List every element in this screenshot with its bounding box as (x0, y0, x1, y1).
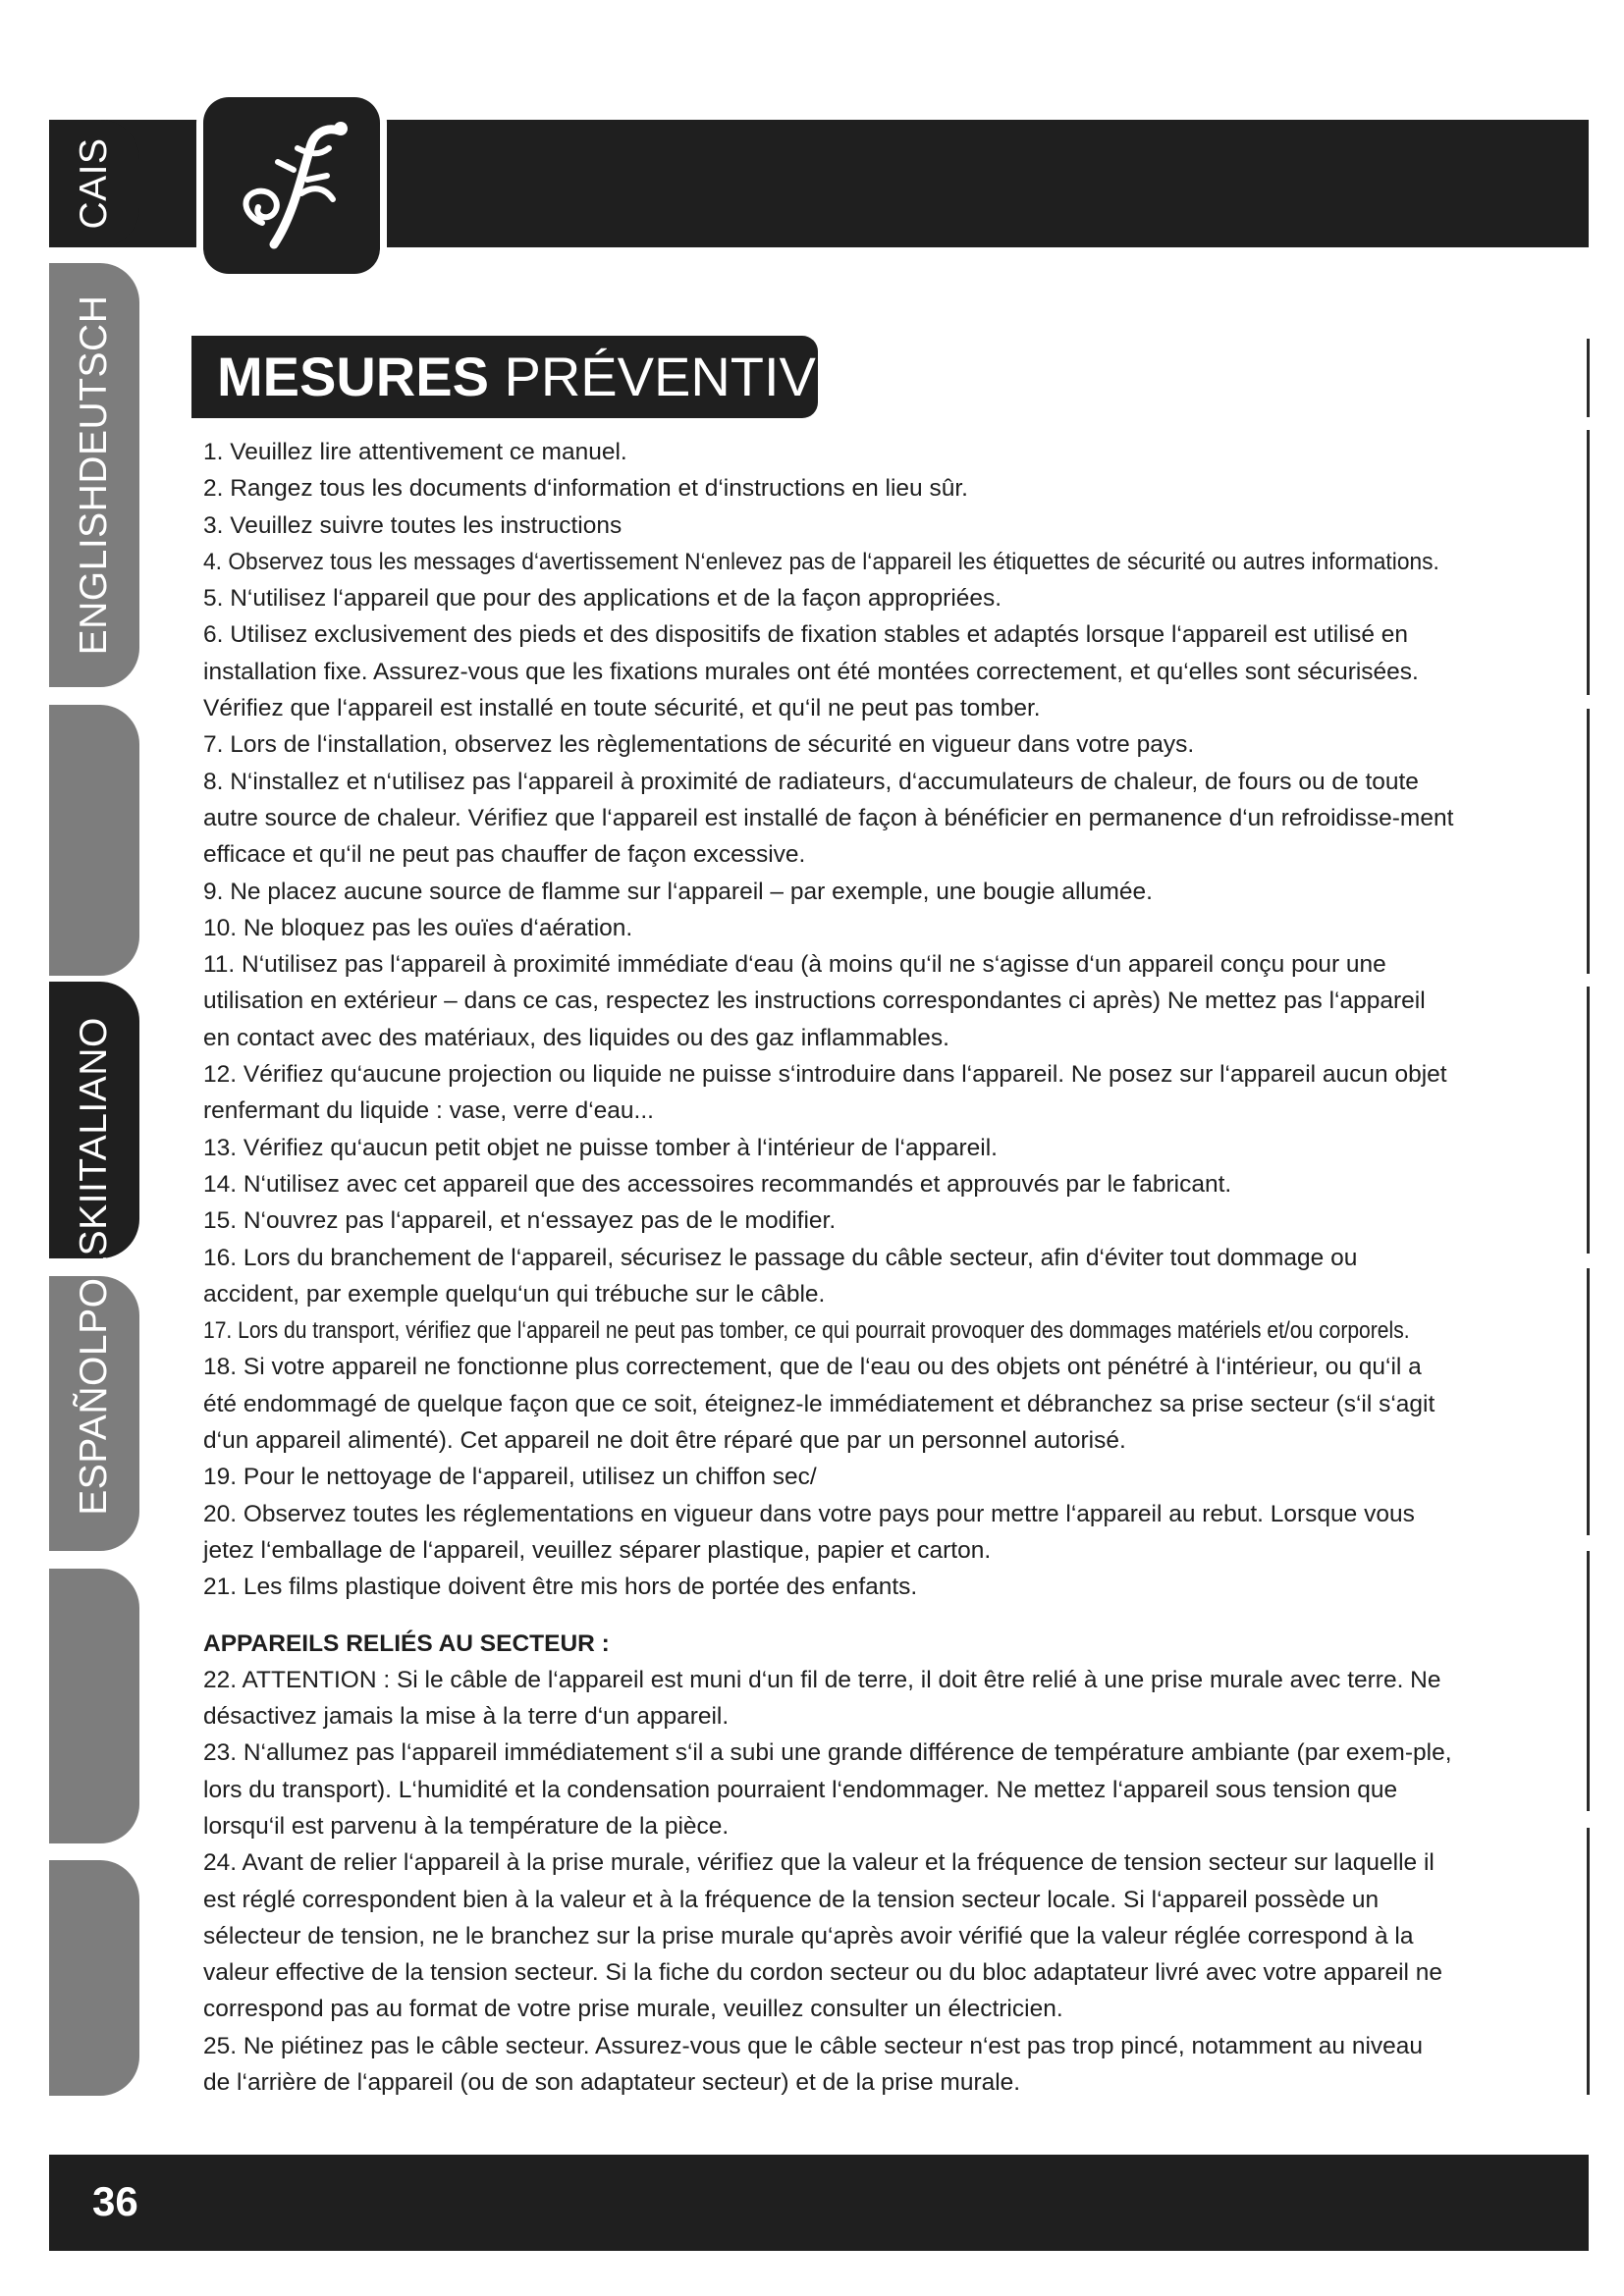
margin-rule (1587, 1828, 1590, 2095)
list-item: 17. Lors du transport, vérifiez que l‘appareil ne peut pas tomber, ce qui pourrait provoquer des dommages matériels et/ou corporels. (203, 1317, 1410, 1345)
margin-rule (1587, 430, 1590, 695)
margin-rule (1587, 1551, 1590, 1811)
list-item: 3. Veuillez suivre toutes les instructions (203, 511, 623, 539)
tab-label: ESPAÑOLPOLSKIITALIANO (73, 1017, 115, 1516)
language-tab-francais[interactable] (49, 120, 139, 247)
list-item: 19. Pour le nettoyage de l‘appareil, utilisez un chiffon sec/ (203, 1464, 817, 1491)
list-item: 8. N‘installez et n‘utilisez pas l‘appareil à proximité de radiateurs, d‘accumulateurs de chaleur, de fours ou de toute autre source de chaleur. Vérifiez que l‘appareil est installé de façon à bénéficier en permanence d‘un refroidisse-ment efficace et qu‘il ne peut pas chauffer de façon excessive. (203, 768, 1454, 869)
lizard-logo-icon (203, 97, 380, 274)
list-item: 18. Si votre appareil ne fonctionne plus correctement, que de l‘eau ou des objets ont pénétré à l‘intérieur, ou qu‘il a été endommagé de quelque façon que ce soit, éteignez-le immédiatement et débranchez sa prise secteur (s‘il s‘agit d‘un appareil alimenté). Cet appareil ne doit être réparé que par un personnel autorisé. (203, 1354, 1435, 1455)
list-item: 22. ATTENTION : Si le câble de l‘appareil est muni d‘un fil de terre, il doit être relié à une prise murale avec terre. Ne désactivez jamais la mise à la terre d‘un appareil. (203, 1666, 1441, 1731)
list-item: 12. Vérifiez qu‘aucune projection ou liquide ne puisse s‘introduire dans l‘appareil. Ne posez sur l‘appareil aucun objet renfermant du liquide : vase, verre d‘eau... (203, 1061, 1447, 1125)
tab-label: CAIS (73, 137, 115, 230)
margin-rule (1587, 1268, 1590, 1535)
section-heading-box (191, 336, 905, 418)
list-item: 10. Ne bloquez pas les ouïes d‘aération. (203, 914, 633, 941)
margin-rule (1587, 339, 1590, 417)
language-tab-blank-2[interactable] (49, 1569, 139, 1843)
tab-label-span (49, 982, 139, 1551)
tab-label: ENGLISHDEUTSCH (73, 294, 115, 656)
list-item: 11. N‘utilisez pas l‘appareil à proximité immédiate d‘eau (à moins qu‘il ne s‘agisse d‘un appareil conçu pour une utilisation en extérieur – dans ce cas, respectez les instructions correspondantes ci après) Ne mettez pas l‘appareil en contact avec des matériaux, des liquides ou des gaz inflammables. (203, 951, 1426, 1051)
list-item: 4. Observez tous les messages d‘avertissement N‘enlevez pas de l‘appareil les étiquettes de sécurité ou autres informations. (203, 548, 1439, 575)
list-item: 23. N‘allumez pas l‘appareil immédiatement s‘il a subi une grande différence de température ambiante (par exem-ple, lors du transport). L‘humidité et la condensation pourraient l‘endommager. Ne mettez l‘appareil sous tension que lorsqu‘il est parvenu à la température de la pièce. (203, 1739, 1452, 1840)
list-item: 13. Vérifiez qu‘aucun petit objet ne puisse tomber à l‘intérieur de l‘appareil. (203, 1134, 998, 1161)
list-item: 15. N‘ouvrez pas l‘appareil, et n‘essayez pas de le modifier. (203, 1207, 837, 1235)
language-tab-english-deutsch[interactable] (49, 263, 139, 687)
footer-bar (49, 2155, 1589, 2251)
list-item: 2. Rangez tous les documents d‘information et d‘instructions en lieu sûr. (203, 475, 968, 503)
brand-logo (203, 97, 380, 274)
list-item: 1. Veuillez lire attentivement ce manuel. (203, 439, 627, 465)
list-item: 16. Lors du branchement de l‘appareil, sécurisez le passage du câble secteur, afin d‘éviter tout dommage ou accident, par exemple quelqu‘un qui trébuche sur le câble. (203, 1244, 1358, 1308)
list-item: 7. Lors de l‘installation, observez les règlementations de sécurité en vigueur dans votre pays. (203, 731, 1195, 759)
language-tab-blank[interactable] (49, 705, 139, 976)
list-item: 14. N‘utilisez avec cet appareil que des accessoires recommandés et approuvés par le fabricant. (203, 1170, 1232, 1198)
list-item: 25. Ne piétinez pas le câble secteur. Assurez-vous que le câble secteur n‘est pas trop pincé, notamment au niveau de l‘arrière de l‘appareil (ou de son adaptateur secteur) et de la prise murale. (203, 2032, 1424, 2097)
list-item: 5. N‘utilisez l‘appareil que pour des applications et de la façon appropriées. (203, 585, 1002, 613)
page-title (217, 344, 904, 410)
list-item: 24. Avant de relier l‘appareil à la prise murale, vérifiez que la valeur et la fréquence de tension secteur sur laquelle il est réglé correspondent bien à la valeur et à la fréquence de la tension secteur locale. Si l‘appareil possède un sélecteur de tension, ne le branchez sur la prise murale qu‘après avoir vérifié que la valeur réglée correspond à la valeur effective de la tension secteur. Si la fiche du cordon secteur ou du bloc adaptateur livré avec votre appareil ne correspond pas au format de votre prise murale, veuillez consulter un électricien. (203, 1849, 1443, 2023)
title-light: PRÉVENTIVES: (488, 346, 905, 407)
list-item: 6. Utilisez exclusivement des pieds et des dispositifs de fixation stables et adaptés lorsque l‘appareil est utilisé en installation fixe. Assurez-vous que les fixations murales ont été montées correctement, et qu‘elles sont sécurisées. Vérifiez que l‘appareil est installé en toute sécurité, et qu‘il ne peut pas tomber. (203, 621, 1419, 722)
list-item: 9. Ne placez aucune source de flamme sur l‘appareil – par exemple, une bougie allumée. (203, 878, 1153, 905)
page-number: 36 (92, 2178, 138, 2224)
margin-rule (1587, 709, 1590, 974)
instructions-list (203, 434, 1455, 2101)
margin-rule (1587, 987, 1590, 1254)
title-bold: MESURES (217, 346, 489, 407)
list-item: 20. Observez toutes les réglementations en vigueur dans votre pays pour mettre l‘appareil au rebut. Lorsque vous jetez l‘emballage de l‘appareil, veuillez séparer plastique, papier et carton. (203, 1500, 1415, 1564)
list-item: 21. Les films plastique doivent être mis hors de portée des enfants. (203, 1574, 918, 1601)
section-subheading: APPAREILS RELIÉS AU SECTEUR : (203, 1629, 610, 1657)
language-tab-blank-3[interactable] (49, 1860, 139, 2096)
